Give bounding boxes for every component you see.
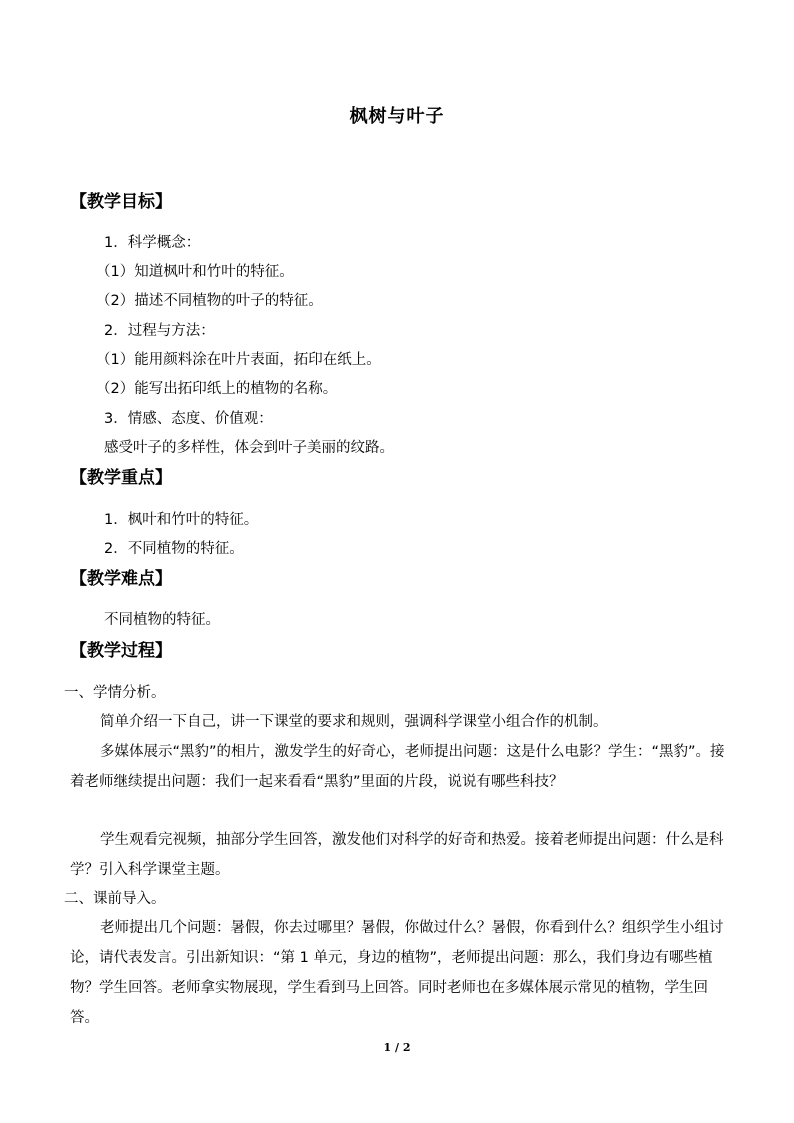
key-point-item: 2．不同植物的特征。 bbox=[104, 541, 244, 557]
section-heading-difficulties: 【教学难点】 bbox=[70, 569, 172, 589]
process-paragraph: 老师提出几个问题：暑假，你去过哪里？暑假，你做过什么？暑假，你看到什么？组织学生小组讨论，请代表发言。引出新知识：“第 1 单元，身边的植物”，老师提出问题：那么，我们身边有哪些植物？学生回答。老师拿实物展现，学生看到马上回答。同时老师也在多媒体展示常见的植物，学生回答。 bbox=[70, 920, 724, 1026]
goal-item: 感受叶子的多样性，体会到叶子美丽的纹路。 bbox=[104, 440, 394, 456]
goal-item: 2．过程与方法： bbox=[104, 323, 215, 339]
goal-item: （2）描述不同植物的叶子的特征。 bbox=[96, 293, 323, 309]
goal-item: （1）知道枫叶和竹叶的特征。 bbox=[96, 264, 294, 280]
process-paragraph: 多媒体展示“黑豹”的相片，激发学生的好奇心，老师提出问题：这是什么电影？学生：“黑豹”。接着老师继续提出问题：我们一起来看看“黑豹”里面的片段，说说有哪些科技？ bbox=[70, 744, 725, 790]
key-point-item: 1．枫叶和竹叶的特征。 bbox=[104, 512, 259, 528]
section-heading-goals: 【教学目标】 bbox=[70, 192, 172, 212]
page-number: 1 / 2 bbox=[383, 1041, 411, 1054]
section-heading-key-points: 【教学重点】 bbox=[70, 468, 172, 488]
document-title: 枫树与叶子 bbox=[349, 106, 445, 127]
goal-item: 3．情感、态度、价值观： bbox=[104, 411, 273, 427]
section-heading-process: 【教学过程】 bbox=[70, 641, 172, 661]
process-part-title: 二、课前导入。 bbox=[64, 891, 166, 907]
process-paragraph: 学生观看完视频，抽部分学生回答，激发他们对科学的好奇和热爱。接着老师提出问题：什么是科学？引入科学课堂主题。 bbox=[70, 832, 724, 878]
goal-item: （1）能用颜料涂在叶片表面，拓印在纸上。 bbox=[96, 352, 381, 368]
process-paragraph: 简单介绍一下自己，讲一下课堂的要求和规则，强调科学课堂小组合作的机制。 bbox=[100, 714, 608, 730]
difficulty-item: 不同植物的特征。 bbox=[104, 612, 220, 628]
goal-item: 1．科学概念： bbox=[104, 235, 201, 251]
goal-item: （2）能写出拓印纸上的植物的名称。 bbox=[96, 381, 338, 397]
process-part-title: 一、学情分析。 bbox=[64, 685, 166, 701]
